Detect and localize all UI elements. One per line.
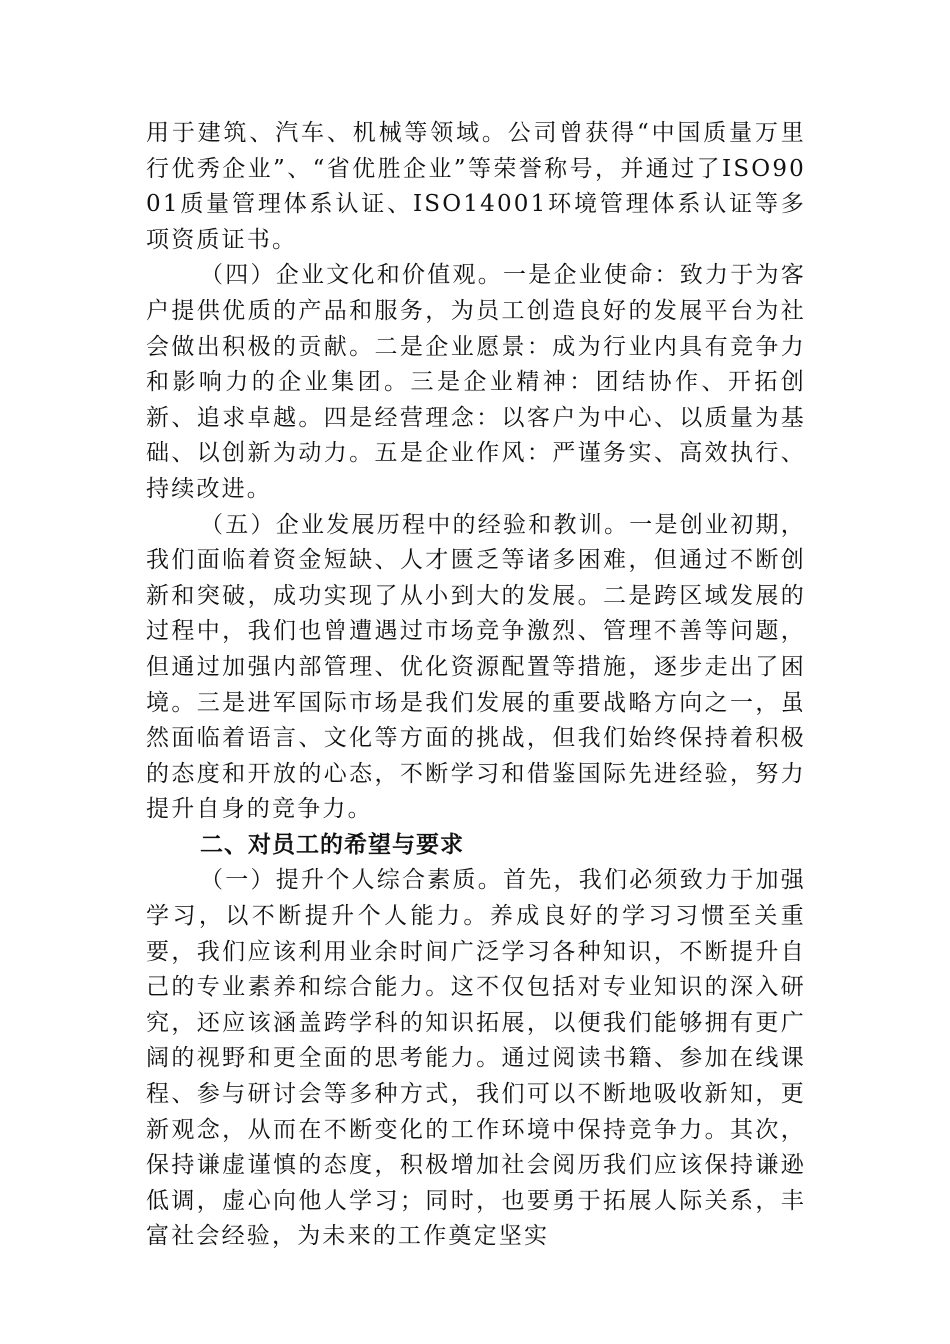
paragraph-experience-lessons: （五）企业发展历程中的经验和教训。一是创业初期，我们面临着资金短缺、人才匮乏等诸多困难，但通过不断创新和突破，成功实现了从小到大的发展。二是跨区域发展的过程中，我们也曾遭遇过市场竞争激烈、管理不善等问题，但通过加强内部管理、优化资源配置等措施，逐步走出了困境。三是进军国际市场是我们发展的重要战略方向之一，虽然面临着语言、文化等方面的挑战，但我们始终保持着积极的态度和开放的心态，不断学习和借鉴国际先进经验，努力提升自身的竞争力。 <box>146 511 806 823</box>
document-page <box>146 116 806 1255</box>
paragraph-personal-quality: （一）提升个人综合素质。首先，我们必须致力于加强学习，以不断提升个人能力。养成良好的学习习惯至关重要，我们应该利用业余时间广泛学习各种知识，不断提升自己的专业素养和综合能力。这不仅包括对专业知识的深入研究，还应该涵盖跨学科的知识拓展，以便我们能够拥有更广阔的视野和更全面的思考能力。通过阅读书籍、参加在线课程、参与研讨会等多种方式，我们可以不断地吸收新知，更新观念，从而在不断变化的工作环境中保持竞争力。其次，保持谦虚谨慎的态度，积极增加社会阅历我们应该保持谦逊低调，虚心向他人学习；同时，也要勇于拓展人际关系，丰富社会经验，为未来的工作奠定坚实 <box>146 867 806 1250</box>
paragraph-certifications: 用于建筑、汽车、机械等领域。公司曾获得“中国质量万里行优秀企业”、“省优胜企业”等荣誉称号，并通过了ISO9001质量管理体系认证、ISO14001环境管理体系认证等多项资质证书。 <box>146 120 806 253</box>
paragraph-corporate-culture: （四）企业文化和价值观。一是企业使命：致力于为客户提供优质的产品和服务，为员工创造良好的发展平台为社会做出积极的贡献。二是企业愿景：成为行业内具有竞争力和影响力的企业集团。三是企业精神：团结协作、开拓创新、追求卓越。四是经营理念：以客户为中心、以质量为基础、以创新为动力。五是企业作风：严谨务实、高效执行、持续改进。 <box>146 262 806 502</box>
section-heading: 二、对员工的希望与要求 <box>200 831 464 858</box>
